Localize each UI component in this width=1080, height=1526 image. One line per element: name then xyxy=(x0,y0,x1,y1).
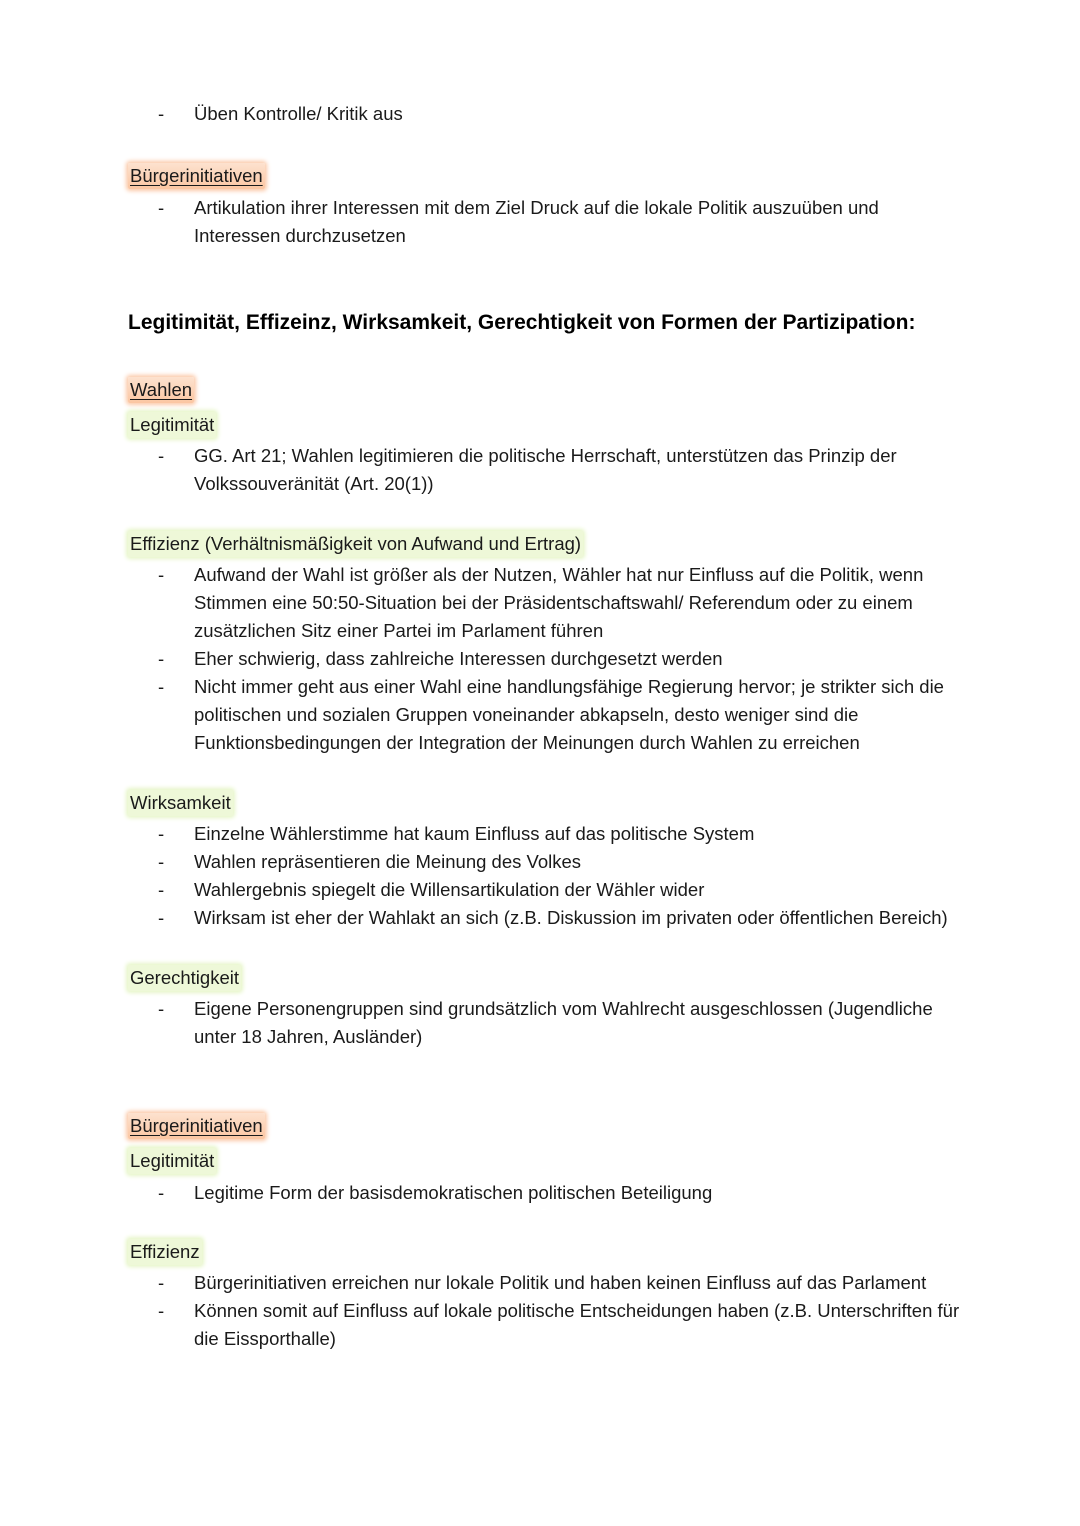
subheading-gerechtigkeit: Gerechtigkeit xyxy=(128,965,241,991)
list-item: - Wahlergebnis spiegelt die Willensartikulation der Wähler wider xyxy=(158,879,705,900)
list-item: - Artikulation ihrer Interessen mit dem Ziel Druck auf die lokale Politik auszuüben und Interessen durchzusetzen xyxy=(128,194,968,250)
list-item: - GG. Art 21; Wahlen legitimieren die politische Herrschaft, unterstützen das Prinzip der Volkssouveränität (Art. 20(1)) xyxy=(158,445,897,494)
subheading-legitimitaet: Legitimität xyxy=(128,412,216,438)
list-item: - Können somit auf Einfluss auf lokale politische Entscheidungen haben (z.B. Unterschriften für die Eissporthalle) xyxy=(158,1300,960,1349)
list-item: - Legitime Form der basisdemokratischen politischen Beteiligung xyxy=(158,1182,713,1203)
list-item: - Wahlen repräsentieren die Meinung des Volkes xyxy=(158,851,582,872)
bullet-text: Artikulation ihrer Interessen mit dem Ziel Druck auf die lokale Politik auszuüben und Interessen durchzusetzen xyxy=(194,197,879,246)
subheading-effizienz: Effizienz xyxy=(128,1239,202,1265)
list-item: - Bürgerinitiativen erreichen nur lokale Politik und haben keinen Einfluss auf das Parlament xyxy=(158,1272,927,1293)
list-item: - Nicht immer geht aus einer Wahl eine handlungsfähige Regierung hervor; je strikter sich die politischen und sozialen Gruppen voneinander abkapseln, desto weniger sind die Funktionsbedingungen der Integration der Meinungen durch Wahlen zu erreichen xyxy=(158,676,944,753)
subheading-effizienz: Effizienz (Verhältnismäßigkeit von Aufwand und Ertrag) xyxy=(128,531,583,557)
bullet-text: Üben Kontrolle/ Kritik aus xyxy=(194,103,403,124)
page-title: Legitimität, Effizeinz, Wirksamkeit, Gerechtigkeit von Formen der Partizipation: xyxy=(128,311,916,334)
list-item: - Einzelne Wählerstimme hat kaum Einfluss auf das politische System xyxy=(158,823,755,844)
subheading-wirksamkeit: Wirksamkeit xyxy=(128,790,233,816)
list-item: - Aufwand der Wahl ist größer als der Nutzen, Wähler hat nur Einfluss auf die Politik, wenn Stimmen eine 50:50-Situation bei der Präsidentschaftswahl/ Referendum oder zu einem zusätzlichen Sitz einer Partei im Parlament führen xyxy=(158,564,924,641)
section-heading-wahlen: Wahlen xyxy=(128,377,194,403)
list-item: - Eigene Personengruppen sind grundsätzlich vom Wahlrecht ausgeschlossen (Jugendliche unter 18 Jahren, Ausländer) xyxy=(158,998,933,1047)
list-item: - Eher schwierig, dass zahlreiche Interessen durchgesetzt werden xyxy=(158,648,723,669)
list-item: - Wirksam ist eher der Wahlakt an sich (z.B. Diskussion im privaten oder öffentlichen Bereich) xyxy=(158,907,948,928)
subheading-legitimitaet: Legitimität xyxy=(128,1148,216,1174)
list-item: - Üben Kontrolle/ Kritik aus xyxy=(128,100,968,128)
section-heading-buergerinitiativen-top: Bürgerinitiativen xyxy=(128,163,265,189)
section-heading-buergerinitiativen: Bürgerinitiativen xyxy=(128,1113,265,1139)
